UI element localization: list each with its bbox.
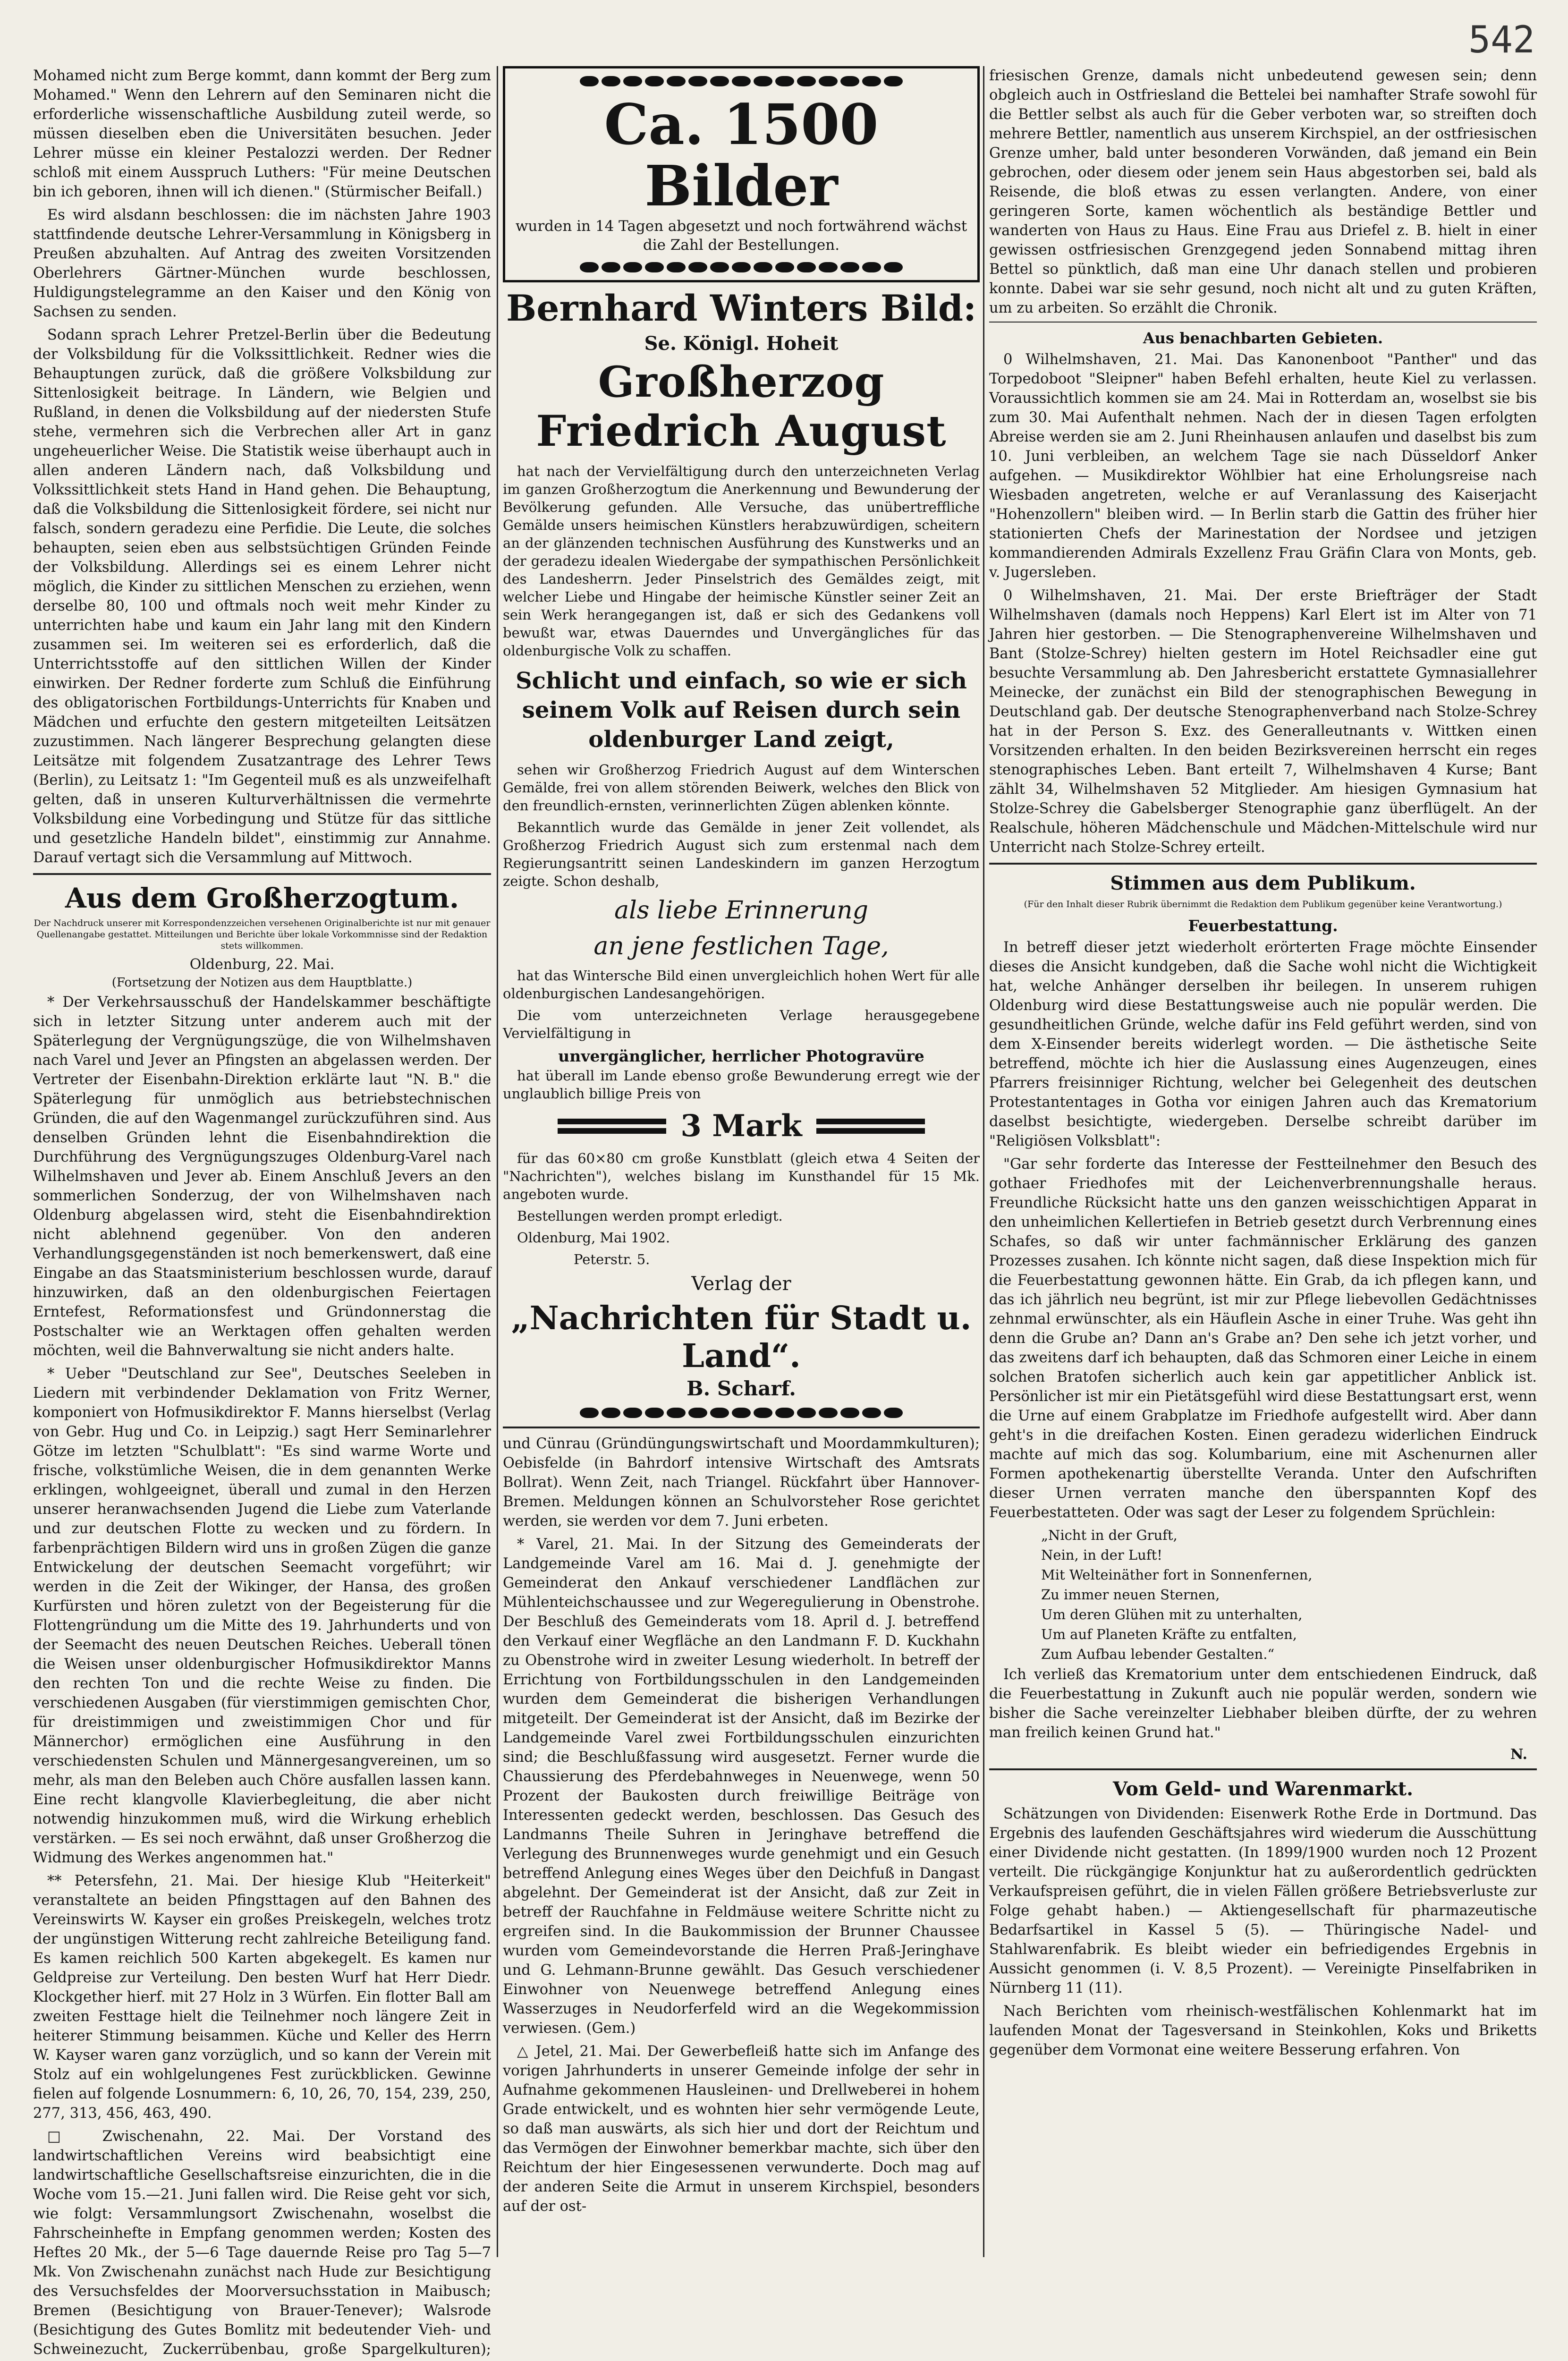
verse-line: Um auf Planeten Kräfte zu entfalten, — [1041, 1626, 1297, 1642]
ad-paragraph: Bekanntlich wurde das Gemälde in jener Zeit vollendet, als Großherzog Friedrich August sich zum erstenmal nach dem Regierungsantritt seinen Landeskindern im ganzen Herzogtum zeigte. Schon deshalb, — [503, 819, 980, 889]
section-divider — [33, 873, 491, 875]
section-note: Der Nachdruck unserer mit Korrespondenzzeichen versehenen Originalberichte ist nur mit genauer Quellenangabe gestattet. Mitteilungen und Berichte über lokale Vorkommnisse sind der Redaktion stets willkommen. — [34, 918, 491, 951]
ad-paragraph: Die vom unterzeichneten Verlage herausgegebene Vervielfältigung in — [503, 1007, 980, 1041]
article-paragraph: □ Zwischenahn, 22. Mai. Der Vorstand des landwirtschaftlichen Vereins wird beabsichtigt eine landwirtschaftliche Gesellschaftsreise einzurichten, die in die Woche vom 15.—21. Juni fallen wird. Die Reise geht vor sich, wie folgt: Versammlungsort Zwischenahn, woselbst die Fahrscheinhefte in Empfang genommen werden; Kosten des Heftes 20 Mk., der 5—6 Tage dauernde Reise pro Tag 5—7 Mk. Von Zwischenahn zunächst nach Hude zur Besichtigung des Versuchsfeldes der Moorversuchsstation in Maibusch; Bremen (Besichtigung von Brauer-Tenever); Walsrode (Besichtigung des Gutes Bomlitz mit bedeutender Vieh- und Schweinezucht, Zuckerrübenbau, große Spargelkulturen); — [33, 2128, 491, 2358]
section-title: Vom Geld- und Warenmarkt. — [1112, 1778, 1414, 1800]
signature: N. — [1510, 1746, 1527, 1763]
continuation-note: (Fortsetzung der Notizen aus dem Hauptblatte.) — [111, 976, 413, 990]
ad-honorific: Se. Königl. Hoheit — [644, 332, 839, 355]
verse-line: Zum Aufbau lebender Gestalten.“ — [1041, 1646, 1275, 1662]
article-paragraph: 0 Wilhelmshaven, 21. Mai. Das Kanonenboot "Panther" und das Torpedoboot "Sleipner" haben Befehl erhalten, heute Kiel zu verlassen. Voraussichtlich kommen sie am 24. Mai in Rotterdam an, woselbst sie bis zum 30. Mai Aufenthalt nehmen. Nach der in diesen Tagen erfolgten Abreise werden sie am 2. Juni Rheinhausen anlaufen und daselbst bis zum 10. Juni verbleiben, an welchem Tage sie nach Düsseldorf Anker aufgehen. — Musikdirektor Wöhlbier hat eine Erholungsreise nach Wiesbaden angetreten, welche er auf Veranlassung des Kaiserjacht "Hohenzollern" bleiben wird. — In Berlin starb die Gattin des früher hier stationierten Chefs der Marinestation der Nordsee und jetzigen kommandierenden Admirals Exzellenz Frau Gräfin Clara von Monts, geb. v. Jugersleben. — [989, 351, 1537, 581]
page-number: 542 — [1468, 19, 1535, 61]
ad-memory-line: als liebe Erinnerung — [614, 896, 868, 925]
column-divider — [497, 66, 498, 2257]
section-note: (Für den Inhalt dieser Rubrik übernimmt die Redaktion dem Publikum gegenüber keine Verantwortung.) — [1024, 899, 1502, 909]
ad-photogravure: unvergänglicher, herrlicher Photogravüre — [558, 1047, 924, 1065]
article-paragraph: und Cünrau (Gründüngungswirtschaft und Moordammkulturen); Oebisfelde (in Bahrdorf intensive Wirtschaft des Amtsrats Bollrat). Wenn Zeit, nach Triangel. Rückfahrt über Hannover-Bremen. Meldungen können an Schulvorsteher Rose gerichtet werden, sie werden vor dem 7. Juni erbeten. — [503, 1435, 980, 1529]
ornament-border — [512, 1405, 970, 1421]
column-middle — [503, 66, 980, 2248]
article-paragraph: In betreff dieser jetzt wiederholt erörterten Frage möchte Einsender dieses die Ansicht kundgeben, daß die Sache wohl nicht die Wichtigkeit hat, welche Anhänger derselben ihr beilegen. In unserem ruhigen Oldenburg wird diese Bestattungsweise auch nie populär werden. Die gesundheitlichen Gründe, welche dafür ins Feld geführt werden, sind von dem X-Einsender bereits widerlegt worden. — Die ästhetische Seite betreffend, möchte ich hier die Auslassung eines Augenzeugen, eines Pfarrers freisinniger Richtung, welcher bei Gelegenheit des deutschen Protestantentages in Gotha vor einigen Jahren auch das Krematorium daselbst besichtigte, wiedergeben. Derselbe schreibt darüber im "Religiösen Volksblatt": — [989, 939, 1537, 1149]
dateline: Oldenburg, 22. Mai. — [189, 956, 335, 973]
ad-subtitle: wurden in 14 Tagen abgesetzt und noch fortwährend wächst die Zahl der Bestellungen. — [515, 218, 967, 254]
ad-paragraph: für das 60×80 cm große Kunstblatt (gleich etwa 4 Seiten der "Nachrichten"), welches bislang im Kunsthandel für 15 Mk. angeboten wurde. — [503, 1150, 980, 1202]
ad-title: Ca. 1500 Bilder — [604, 92, 879, 219]
article-paragraph: 0 Wilhelmshaven, 21. Mai. Der erste Briefträger der Stadt Wilhelmshaven (damals noch Heppens) Karl Elert ist im Alter von 71 Jahren hier gestorben. — Die Stenographenvereine Wilhelmshaven und Bant (Stolze-Schrey) hielten gestern im Hotel Reichsadler eine gut besuchte Versammlung ab. Den Jahresbericht erstattete Gymnasiallehrer Meinecke, der zunächst ein Bild der stenographischen Bewegung in Deutschland gab. Der deutsche Stenographenverband nach Stolze-Schrey hat in der Person S. Exz. des Generalleutnants v. Wittken einen Vorsitzenden erhalten. In den beiden Bezirksvereinen herrscht ein reges stenographisches Leben. Bant erteilt 7, Wilhelmshaven 4 Kurse; Bant zählt 34, Wilhelmshaven 52 Mitglieder. Am hiesigen Gymnasium hat Stolze-Schrey die Gabelsberger Stenographie ganz überflügelt. An der Realschule, höheren Mädchenschule und Mädchen-Mittelschule wird nur Unterricht nach Stolze-Schrey erteilt. — [989, 587, 1537, 856]
column-divider — [983, 66, 984, 2257]
section-title: Aus dem Großherzogtum. — [65, 882, 459, 914]
verse-line: „Nicht in der Gruft, — [1041, 1527, 1178, 1543]
ad-place-date: Oldenburg, Mai 1902. — [517, 1230, 670, 1246]
ad-publisher: „Nachrichten für Stadt u. Land“. — [511, 1299, 972, 1375]
price-bars-left — [558, 1119, 666, 1134]
ad-verlag: Verlag der — [691, 1273, 791, 1295]
price-banner — [503, 1108, 980, 1144]
column-left — [33, 66, 491, 2358]
ad-paragraph: Bestellungen werden prompt erledigt. — [517, 1208, 783, 1224]
article-paragraph: Schätzungen von Dividenden: Eisenwerk Rothe Erde in Dortmund. Das Ergebnis des laufenden Geschäftsjahres wird wiederum die Ausschüttung einer Dividende nicht gestatten. (In 1899/1900 wurden noch 12 Prozent verteilt. Die rückgängige Konjunktur hat zu außerordentlich gedrückten Verkaufspreisen geführt, die in vielen Fällen größere Betriebsverluste zur Folge gehabt haben.) — Aktiengesellschaft für pharmazeutische Bedarfsartikel in Kassel 5 (5). — Thüringische Nadel- und Stahlwarenfabrik. Es bleibt wieder ein befriedigendes Ergebnis in Aussicht genommen (i. V. 8,5 Prozent). — Vereinigte Pinselfabriken in Nürnberg 11 (11). — [989, 1806, 1537, 1996]
article-paragraph: * Varel, 21. Mai. In der Sitzung des Gemeinderats der Landgemeinde Varel am 16. Mai d. J. genehmigte der Gemeinderat den Ankauf verschiedener Landflächen zur Mühlenteichschaussee und zur Wegeregulierung in Obenstrohe. Der Beschluß des Gemeinderats vom 18. April d. J. betreffend den Verkauf einer Wegfläche an den Landmann F. D. Kuckhahn zu Obenstrohe wird in zweiter Lesung wiederholt. In betreff der Errichtung von Fortbildungsschulen in den Landgemeinden wurden dem Gemeinderat die bisherigen Verhandlungen mitgeteilt. Der Gemeinderat ist der Ansicht, daß im Bezirke der Landgemeinde Varel zwei Fortbildungsschulen einzurichten sind; die Beschlußfassung wird ausgesetzt. Ferner wurde die Chaussierung des Pferdebahnweges in Neuenwege, wenn 50 Prozent der Baukosten durch freiwillige Beiträge von Interessenten gedeckt werden, beschlossen. Das Gesuch des Landmanns Theile Suhren in Jeringhave betreffend die Verlegung des Brunnenweges wurde genehmigt und ein Gesuch betreffend Anlegung eines Weges über den Deichfuß in Dangast abgelehnt. Der Gemeinderat ist der Ansicht, daß zur Zeit in betreff der Rauchfahne in Feldmäuse weitere Schritte nicht zu ergreifen sind. In die Baukommission der Brunner Chaussee wurden vom Gemeindevorstande die Herren Praß-Jeringhave und G. Lehmann-Brunne gewählt. Das Gesuch verschiedener Einwohner von Neuenwege betreffend Anlegung eines Wasserzuges in Neudorferfeld wird an die Wegekommission verwiesen. (Gem.) — [503, 1536, 980, 2037]
section-divider — [989, 322, 1537, 323]
section-title: Aus benachbarten Gebieten. — [1143, 329, 1383, 347]
section-divider — [989, 863, 1537, 865]
section-divider — [989, 1768, 1537, 1770]
verse-line: Nein, in der Luft! — [1041, 1547, 1162, 1563]
ad-paragraph: hat das Wintersche Bild einen unvergleichlich hohen Wert für alle oldenburgischen Landesangehörigen. — [503, 968, 980, 1002]
ad-street: Peterstr. 5. — [574, 1251, 650, 1267]
column-right — [989, 66, 1537, 2248]
price-bars-right — [816, 1119, 925, 1134]
ad-paragraph: hat überall im Lande ebenso große Bewunderung erregt wie der unglaublich billige Preis von — [503, 1068, 980, 1102]
article-subtitle: Feuerbestattung. — [1188, 917, 1338, 935]
ad-paragraph: hat nach der Vervielfältigung durch den unterzeichneten Verlag im ganzen Großherzogtum die Anerkennung und Bewunderung der Bevölkerung gefunden. Alle Versuche, das unübertreffliche Gemälde unsers heimischen Künstlers herabzuwürdigen, scheitern an der glänzenden technischen Ausführung des Kunstwerks und an der geradezu idealen Wiedergabe der sympathischen Persönlichkeit des Landesherrn. Jeder Pinselstrich des Gemäldes zeigt, mit welcher Liebe und Hingabe der heimische Künstler seiner Zeit an sein Werk herangegangen ist, daß er sich des Gedankens voll bewußt war, etwas Dauerndes und Unvergängliches für das oldenburgische Volk zu schaffen. — [503, 463, 980, 659]
ad-paragraph: sehen wir Großherzog Friedrich August auf dem Winterschen Gemälde, frei von allem störenden Beiwerk, welches den Blick von den freundlich-ernsten, verinnerlichten Zügen ablenken könnte. — [503, 762, 980, 814]
verse-line: Zu immer neuen Sternen, — [1041, 1587, 1220, 1603]
ad-memory-line: an jene festlichen Tage, — [593, 932, 889, 960]
article-paragraph: "Gar sehr forderte das Interesse der Festteilnehmer den Besuch des gothaer Friedhofes mit der Leichenverbrennungshalle heraus. Freundliche Rücksicht hatte uns den ganzen weisschichtigen Apparat in den unheimlichen Kellertiefen in Betrieb gesetzt durch Verbrennung eines Schafes, so daß wir unter fachmännischer Erklärung des ganzen Prozesses zusahen. Ich könnte nicht sagen, daß diese Inspektion mich für die Feuerbestattung gewonnen hätte. Ein Grab, da ich pflegen kann, und das ich jährlich neu begrünt, ist mir zur Pflege liebevollen Gedächtnisses zehnmal erwünschter, als ein Häuflein Asche in einer Truhe. Was geht ihn denn die Grube an? Dann an's Grabe an? Den sehe ich jetzt vorher, und das zweitens darf ich behaupten, daß das Schmoren einer Leiche in einem solchen Bratofen sicherlich auch kein gar appetitlicher Anblick ist. Persönlicher ist mir ein Pietätsgefühl wird diese Bestattungsart erst, wenn die Urne auf einem Grabplatze im Friedhofe aufgestellt wird. Aber dann geht's in die dreifachen Kosten. Einen geradezu widerlichen Eindruck machte auf mich das sog. Kolumbarium, eine mit Aschenurnen aller Formen apothekenartig überstellte Veranda. Unter den Aufschriften dieser Urnen verraten manche den überspannten Kopf des Feuerbestatteten. Oder was sagt der Leser zu folgendem Sprüchlein: — [989, 1156, 1537, 1521]
article-paragraph: Sodann sprach Lehrer Pretzel-Berlin über die Bedeutung der Volksbildung für die Volkssittlichkeit. Redner wies die Behauptungen zurück, daß die größere Volksbildung zur Sittenlosigkeit beitrage. In Ländern, wie Belgien und Rußland, in denen die Volksbildung auf der niedersten Stufe stehe, vermehren sich die Verbrechen aller Art in ganz ungeheuerlicher Weise. Die Statistik weise überhaupt auch in allen anderen Ländern nach, daß Volksbildung und Volkssittlichkeit stets Hand in Hand gehen. Die Behauptung, daß die Volksbildung die Sittenlosigkeit fördere, sei nicht nur falsch, sondern geradezu eine Perfidie. Die Leute, die solches behaupten, seien eben aus selbstsüchtigen Gründen Feinde der Volksbildung. Allerdings sei es einem Lehrer nicht möglich, die Kinder zu sittlichen Menschen zu erziehen, wenn derselbe 80, 100 und oftmals noch weit mehr Kinder zu unterrichten habe und kaum ein Jahr lang mit den Kindern zusammen sei. Im weiteren sei es erforderlich, daß die Unterrichtsstoffe auf den sittlichen Willen der Kinder einwirken. Der Redner forderte zum Schluß die Einführung des obligatorischen Fortbildungs-Unterrichts für Knaben und Mädchen und erfuchte den gestern mitgeteilten Leitsätzen zuzustimmen. Nach längerer Besprechung gelangten diese Leitsätze mit folgendem Zusatzantrage des Lehrer Tews (Berlin), zu Leitsatz 1: "Im Gegenteil muß es als unzweifelhaft gelten, daß in unseren Kulturverhältnissen die vermehrte Volksbildung eine Vorbedingung und Stütze für das sittliche und gesetzliche Handeln bildet", einstimmig zur Annahme. Darauf vertagt sich die Versammlung auf Mittwoch. — [33, 327, 491, 866]
article-paragraph: * Ueber "Deutschland zur See", Deutsches Seeleben in Liedern mit verbindender Deklamation von Fritz Werner, komponiert von Hofmusikdirektor F. Manns hierselbst (Verlag von Gebr. Hug und Co. in Leipzig.) sagt Herr Seminarlehrer Götze im letzten "Schulblatt": "Es sind warme Worte und frische, volkstümliche Weisen, die in dem genannten Werke erklingen, wohlgeeignet, überall und zumal in den Herzen unserer heranwachsenden Jugend die Liebe zum Vaterlande und zur deutschen Flotte zu wecken und zu fördern. In farbenprächtigen Bildern wird uns in großen Zügen die ganze Entwickelung der deutschen Seemacht vorgeführt; wir werden in die Zeit der Wikinger, der Hansa, des großen Kurfürsten und hören zuletzt von der Begeisterung für die Flottengründung um die Mitte des 19. Jahrhunderts und von der Seemacht des neuen Deutschen Reiches. Ueberall tönen die Weisen unser oldenburgischer Hofmusikdirektor Manns den rechten Ton und die rechte Weise zu finden. Die verschiedenen Ausgaben (für vierstimmigen gemischten Chor, für dreistimmigen und zweistimmigen Chor und für Männerchor) ermöglichen eine Ausführung in den verschiedensten Schulen und Männergesangvereinen, um so mehr, als man den Beleben auch Chöre ausfallen lassen kann. Eine recht klangvolle Klavierbegleitung, die aber nicht notwendig hinzukommen muß, wird die Wirkung erheblich verstärken. — Es sei noch erwähnt, daß unser Großherzog die Widmung des Werkes angenommen hat." — [33, 1366, 491, 1866]
ad-duke-name: Großherzog Friedrich August — [536, 357, 947, 456]
article-paragraph: ** Petersfehn, 21. Mai. Der hiesige Klub "Heiterkeit" veranstaltete an beiden Pfingsttagen auf den Bahnen des Vereinswirts W. Kayser ein großes Preiskegeln, welches trotz der ungünstigen Witterung recht zahlreiche Beteiligung fand. Es kamen reichlich 500 Karten abgekegelt. Es kamen nur Geldpreise zur Verteilung. Den besten Wurf hat Herr Diedr. Klockgether hierf. mit 27 Holz in 3 Würfen. Ein flotter Ball am zweiten Festtage hielt die Teilnehmer noch längere Zeit in heiterer Stimmung beisammen. Küche und Keller des Herrn W. Kayser waren ganz vorzüglich, und so kann der Verein mit Stolz auf ein wohlgelungenes Fest zurückblicken. Gewinne fielen auf folgende Losnummern: 6, 10, 26, 70, 154, 239, 250, 277, 313, 456, 463, 490. — [33, 1873, 491, 2122]
advertisement — [503, 66, 980, 282]
verse-line: Mit Welteinäther fort in Sonnenfernen, — [1041, 1567, 1313, 1583]
article-paragraph: Mohamed nicht zum Berge kommt, dann kommt der Berg zum Mohamed." Wenn den Lehrern auf den Seminaren nicht die erforderliche wissenschaftliche Ausbildung zuteil werde, so müssen dieselben eben die Universitäten besuchen. Jeder Lehrer müsse ein kleiner Pestalozzi werden. Der Redner schloß mit einem Ausspruch Luthers: "Für meine Deutschen bin ich geboren, ihnen will ich dienen." (Stürmischer Beifall.) — [33, 68, 491, 200]
article-paragraph: △ Jetel, 21. Mai. Der Gewerbefleiß hatte sich im Anfange des vorigen Jahrhunderts in unserer Gemeinde infolge der sehr in Aufnahme gekommenen Hausleinen- und Drellweberei in hohem Grade entwickelt, und es wohnten hier sehr vermögende Leute, so daß man auswärts, als sich hier und dort der Reichtum und das Vermögen der Einwohner bemerkbar machte, sich über den Reichtum der hier Eingesessenen verwunderte. Doch mag auf der anderen Seite die Armut in unserem Kirchspiel, besonders auf der ost- — [503, 2043, 980, 2215]
section-title: Stimmen aus dem Publikum. — [1110, 872, 1416, 894]
ad-slogan: Schlicht und einfach, so wie er sich seinem Volk auf Reisen durch sein oldenburger Land zeigt, — [516, 668, 967, 753]
price: 3 Mark — [680, 1108, 802, 1144]
verse-block — [989, 1526, 1537, 1663]
ornament-border — [515, 73, 968, 89]
article-paragraph: * Der Verkehrsausschuß der Handelskammer beschäftigte sich in letzter Sitzung unter anderem auch mit der Späterlegung der Vergnügungszüge, die von Wilhelmshaven nach Varel und Jever an Pfingsten an abgelassen werden. Der Vertreter der Eisenbahn-Direktion erklärte laut "N. B." die Späterlegung für unmöglich aus betriebstechnischen Gründen, die auf den Wagenmangel zurückzuführen sind. Aus denselben Gründen lehnt die Eisenbahndirektion die Durchführung des Vergnügungszuges Oldenburg-Varel nach Wilhelmshaven und Jever ab. Einem Anschluß Jevers an den sommerlichen Sonderzug, der von Wilhelmshaven nach Oldenburg abgelassen wird, steht die Eisenbahndirektion nicht ablehnend gegenüber. Von den anderen Verhandlungsgegenständen ist noch bemerkenswert, daß eine Eingabe an das Staatsministerium beschlossen wurde, darauf hinzuwirken, daß an den oldenburgischen Feiertagen Erntefest, Reformationsfest und Gründonnerstag die Postschalter wie an Werktagen offen gehalten werden möchten, weil die Bahnverwaltung sie nicht anders halte. — [33, 994, 491, 1359]
ad-picture-name: Bernhard Winters Bild: — [506, 287, 977, 329]
article-paragraph: Ich verließ das Krematorium unter dem entschiedenen Eindruck, daß die Feuerbestattung in Zukunft auch nie populär werden, sondern wie bisher die Sache vereinzelter Liebhaber bleiben dürfte, der zu wehren man freilich keinen Grund hat." — [989, 1666, 1537, 1741]
ornament-border — [515, 259, 968, 275]
section-divider — [503, 1427, 980, 1428]
article-paragraph: Es wird alsdann beschlossen: die im nächsten Jahre 1903 stattfindende deutsche Lehrer-Versammlung in Königsberg in Preußen abzuhalten. Auf Antrag des zweiten Vorsitzenden Oberlehrers Gärtner-München wurde beschlossen, Huldigungstelegramme an den Kaiser und den König von Sachsen zu senden. — [33, 207, 491, 320]
ad-owner: B. Scharf. — [687, 1377, 796, 1400]
article-paragraph: friesischen Grenze, damals nicht unbedeutend gewesen sein; denn obgleich auch in Ostfriesland die Bettelei bei namhafter Strafe sowohl für die Bettler selbst als auch für die Geber verboten war, so streiften doch mehrere Bettler, namentlich aus unserem Kirchspiel, an der ostfriesischen Grenze umher, bald unter besonderen Vorwänden, daß jemand ein Bein gebrochen, oder diesem oder jenem sein Haus abgestorben sei, bald als Reisende, die bloß etwas zu essen verlangten. Andere, von einer geringeren Sorte, kamen wöchentlich als beständige Bettler und wanderten von Haus zu Haus. Eine Frau aus Driefel z. B. hielt in einer gewissen ostfriesischen Grenzgegend jeden Sonnabend mittag ihren Bettel so pünktlich, daß man eine Uhr danach stellen und probieren konnte. Dabei war sie sehr gesund, noch nicht alt und zu guten Kräften, um zu arbeiten. So erzählt die Chronik. — [989, 68, 1537, 316]
article-paragraph: Nach Berichten vom rheinisch-westfälischen Kohlenmarkt hat im laufenden Monat der Tagesversand in Steinkohlen, Koks und Briketts gegenüber dem Vormonat eine weitere Besserung erfahren. Von — [989, 2003, 1537, 2058]
verse-line: Um deren Glühen mit zu unterhalten, — [1041, 1606, 1303, 1622]
